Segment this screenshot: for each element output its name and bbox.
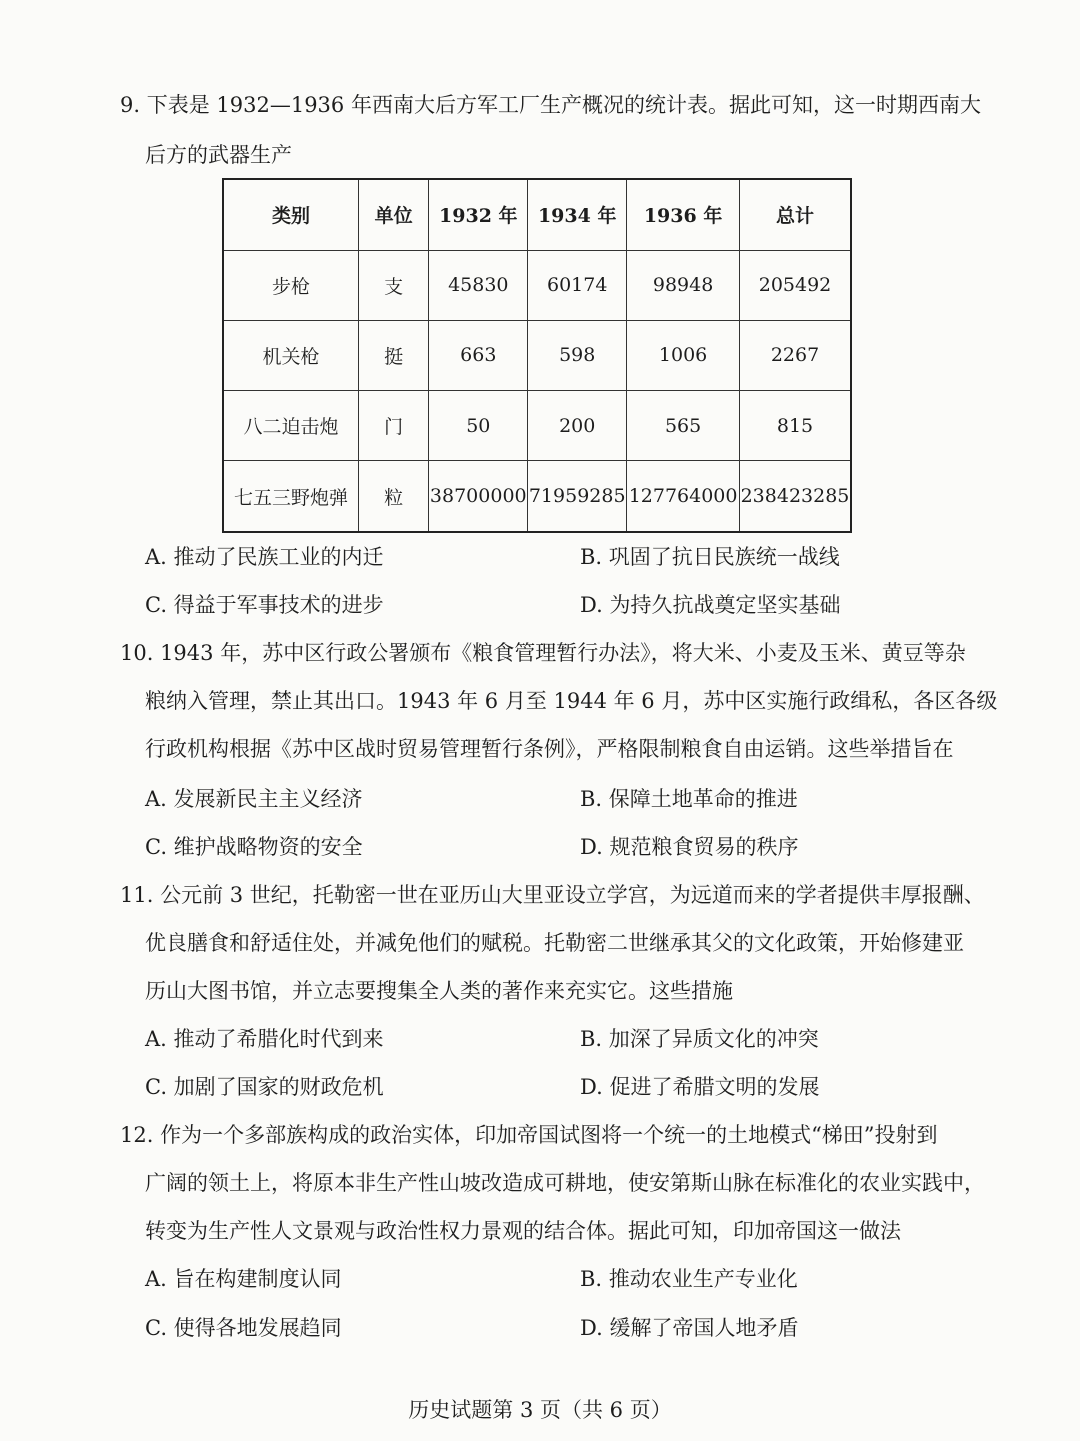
q10-option-a[interactable]: A. 发展新民主主义经济 [145, 787, 363, 811]
q12-option-c[interactable]: C. 使得各地发展趋同 [145, 1316, 342, 1340]
table-cell: 八二迫击炮 [223, 391, 358, 461]
q12-option-b[interactable]: B. 推动农业生产专业化 [580, 1267, 798, 1291]
q11-stem-line-2: 优良膳食和舒适住处，并减免他们的赋税。托勒密二世继承其父的文化政策，开始修建亚 [145, 931, 964, 955]
table-cell: 支 [358, 250, 428, 320]
table-cell: 七五三野炮弹 [223, 461, 358, 532]
table-cell: 238423285 [740, 461, 852, 532]
table-cell: 步枪 [223, 250, 358, 320]
q12-stem-line-2: 广阔的领土上，将原本非生产性山坡改造成可耕地，使安第斯山脉在标准化的农业实践中， [145, 1171, 985, 1195]
q10-option-d[interactable]: D. 规范粮食贸易的秩序 [580, 835, 799, 859]
table-cell: 565 [627, 391, 740, 461]
table-cell: 598 [528, 320, 627, 390]
q9-option-a[interactable]: A. 推动了民族工业的内迁 [145, 545, 384, 569]
table-cell: 50 [429, 391, 528, 461]
table-header-cell: 1932 年 [429, 179, 528, 250]
q11-option-d[interactable]: D. 促进了希腊文明的发展 [580, 1075, 820, 1099]
q10-stem-line-1: 10. 1943 年，苏中区行政公署颁布《粮食管理暂行办法》，将大米、小麦及玉米、黄豆等杂 [120, 641, 966, 665]
q10-stem-line-2: 粮纳入管理，禁止其出口。1943 年 6 月至 1944 年 6 月，苏中区实施行政缉私，各区各级 [145, 689, 998, 713]
q12-option-a[interactable]: A. 旨在构建制度认同 [145, 1267, 342, 1291]
table-cell: 38700000 [429, 461, 528, 532]
q12-option-d[interactable]: D. 缓解了帝国人地矛盾 [580, 1316, 799, 1340]
table-row [223, 320, 851, 390]
table-header-cell: 单位 [358, 179, 428, 250]
table-row [223, 250, 851, 320]
table-cell: 1006 [627, 320, 740, 390]
table-cell: 205492 [740, 250, 852, 320]
q11-option-a[interactable]: A. 推动了希腊化时代到来 [145, 1027, 384, 1051]
table-header-row [223, 179, 851, 250]
q11-stem-line-1: 11. 公元前 3 世纪，托勒密一世在亚历山大里亚设立学宫，为远道而来的学者提供丰厚报酬、 [120, 883, 985, 907]
q9-option-c[interactable]: C. 得益于军事技术的进步 [145, 593, 384, 617]
table-cell: 机关枪 [223, 320, 358, 390]
page-footer: 历史试题第 3 页（共 6 页） [408, 1398, 672, 1422]
table-cell: 挺 [358, 320, 428, 390]
table-cell: 粒 [358, 461, 428, 532]
table-row [223, 391, 851, 461]
q11-stem-line-3: 历山大图书馆，并立志要搜集全人类的著作来充实它。这些措施 [145, 979, 733, 1003]
q10-option-b[interactable]: B. 保障土地革命的推进 [580, 787, 798, 811]
q10-stem-line-3: 行政机构根据《苏中区战时贸易管理暂行条例》，严格限制粮食自由运销。这些举措旨在 [145, 737, 954, 761]
table-header-cell: 总计 [740, 179, 852, 250]
table-row [223, 461, 851, 532]
table-cell: 60174 [528, 250, 627, 320]
table-cell: 2267 [740, 320, 852, 390]
q9-statistics-table [222, 178, 852, 533]
table-header-cell: 1936 年 [627, 179, 740, 250]
q12-stem-line-3: 转变为生产性人文景观与政治性权力景观的结合体。据此可知，印加帝国这一做法 [145, 1219, 901, 1243]
table-header-cell: 1934 年 [528, 179, 627, 250]
table-cell: 98948 [627, 250, 740, 320]
q9-option-d[interactable]: D. 为持久抗战奠定坚实基础 [580, 593, 841, 617]
table-header-cell: 类别 [223, 179, 358, 250]
table-cell: 127764000 [627, 461, 740, 532]
q11-option-b[interactable]: B. 加深了异质文化的冲突 [580, 1027, 819, 1051]
table-cell: 门 [358, 391, 428, 461]
q12-stem-line-1: 12. 作为一个多部族构成的政治实体，印加帝国试图将一个统一的土地模式“梯田”投射到 [120, 1123, 938, 1147]
q9-stem-line-1: 9. 下表是 1932—1936 年西南大后方军工厂生产概况的统计表。据此可知，这一时期西南大 [120, 93, 981, 117]
q9-stem-line-2: 后方的武器生产 [145, 143, 292, 167]
q9-option-b[interactable]: B. 巩固了抗日民族统一战线 [580, 545, 840, 569]
table-cell: 815 [740, 391, 852, 461]
table-cell: 71959285 [528, 461, 627, 532]
table-cell: 200 [528, 391, 627, 461]
q11-option-c[interactable]: C. 加剧了国家的财政危机 [145, 1075, 384, 1099]
table-cell: 45830 [429, 250, 528, 320]
table-cell: 663 [429, 320, 528, 390]
q10-option-c[interactable]: C. 维护战略物资的安全 [145, 835, 363, 859]
